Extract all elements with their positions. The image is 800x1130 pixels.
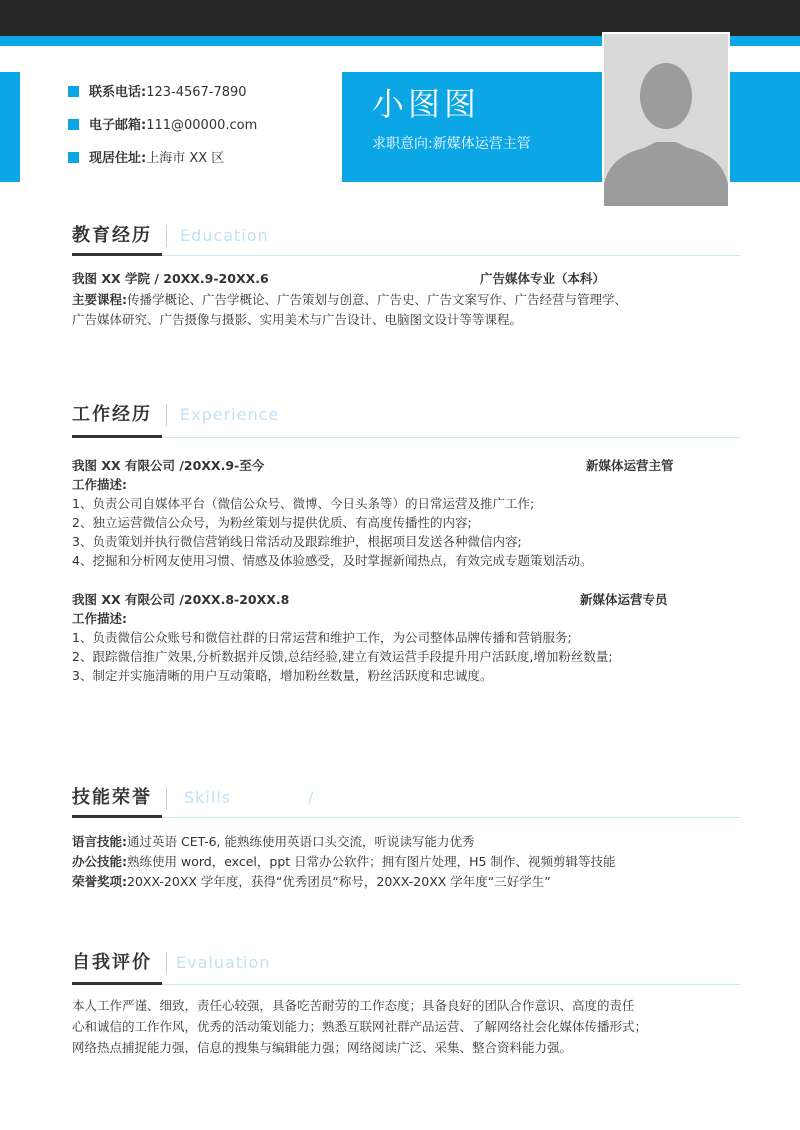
job-desc-item: 2、跟踪微信推广效果,分析数据并反馈,总结经验,建立有效运营手段提升用户活跃度,增加粉丝数量; <box>72 649 613 664</box>
courses-label: 主要课程: <box>72 292 127 307</box>
job-position: 新媒体运营专员 <box>580 592 668 607</box>
section-title-evaluation: 自我评价 <box>72 952 152 973</box>
section-rule <box>72 984 740 985</box>
avatar <box>602 32 730 208</box>
job-desc-item: 4、挖掘和分析网友使用习惯、情感及体验感受，及时掌握新闻热点，有效完成专题策划活动。 <box>72 553 593 568</box>
evaluation-line: 心和诚信的工作作风，优秀的活动策划能力；熟悉互联网社群产品运营、了解网络社会化媒体传播形式； <box>72 1019 648 1034</box>
education-major: 广告媒体专业（本科） <box>480 271 606 286</box>
top-dark-bar <box>0 0 800 36</box>
job-desc-item: 1、负责公司自媒体平台（微信公众号、微博、今日头条等）的日常运营及推广工作; <box>72 496 535 511</box>
education-courses <box>72 290 627 310</box>
job-company: 我图 XX 有限公司 /20XX.9-至今 <box>72 458 265 473</box>
section-separator <box>166 952 167 974</box>
left-accent-bar <box>0 72 20 182</box>
skill-value: 通过英语 CET-6, 能熟练使用英语口头交流，听说读写能力优秀 <box>127 834 475 849</box>
education-school: 我图 XX 学院 / 20XX.9-20XX.6 <box>72 271 269 286</box>
section-en-education: Education <box>180 226 269 245</box>
section-separator <box>166 225 167 247</box>
evaluation-line: 网络热点捕捉能力强，信息的搜集与编辑能力强；网络阅读广泛、采集、整合资料能力强。 <box>72 1040 573 1055</box>
skill-label: 语言技能: <box>72 834 127 849</box>
contact-label: 联系电话: <box>89 85 147 100</box>
name-banner <box>342 72 800 182</box>
contact-label: 现居住址: <box>89 151 147 166</box>
section-separator <box>166 404 167 426</box>
section-rule <box>72 255 740 256</box>
person-silhouette-icon <box>604 34 728 206</box>
section-separator <box>166 787 167 809</box>
contact-phone <box>68 84 247 102</box>
job-desc-item: 1、负责微信公众账号和微信社群的日常运营和维护工作，为公司整体品牌传播和营销服务; <box>72 630 572 645</box>
job-desc-item: 3、负责策划并执行微信营销线日常活动及跟踪维护，根据项目发送各种微信内容; <box>72 534 522 549</box>
job-desc-item: 3、制定并实施清晰的用户互动策略，增加粉丝数量，粉丝活跃度和忠诚度。 <box>72 668 493 683</box>
contact-value: 123-4567-7890 <box>146 85 247 100</box>
job-desc-label: 工作描述: <box>72 477 127 492</box>
section-underline <box>72 435 162 438</box>
skill-label: 办公技能: <box>72 854 127 869</box>
section-en-evaluation: Evaluation <box>176 953 271 972</box>
evaluation-line: 本人工作严谨、细致，责任心较强，具备吃苦耐劳的工作态度；具备良好的团队合作意识、高度的责任 <box>72 998 635 1013</box>
job-company: 我图 XX 有限公司 /20XX.8-20XX.8 <box>72 592 290 607</box>
section-underline <box>72 982 162 985</box>
section-rule <box>72 817 740 818</box>
section-underline <box>72 253 162 256</box>
contact-address <box>68 150 224 168</box>
contact-email <box>68 117 257 135</box>
contact-label: 电子邮箱: <box>89 118 147 133</box>
skill-label: 荣誉奖项: <box>72 874 127 889</box>
skill-value: 20XX-20XX 学年度，获得“优秀团员“称号，20XX-20XX 学年度“三好学生” <box>127 874 551 889</box>
candidate-name: 小图图 <box>372 85 481 123</box>
skill-row <box>72 852 615 872</box>
job-desc-item: 2、独立运营微信公众号，为粉丝策划与提供优质、有高度传播性的内容; <box>72 515 472 530</box>
bullet-square-icon <box>68 119 79 130</box>
contact-value: 上海市 XX 区 <box>146 151 225 166</box>
section-title-skills: 技能荣誉 <box>72 787 152 808</box>
bullet-square-icon <box>68 86 79 97</box>
section-title-education: 教育经历 <box>72 225 152 246</box>
job-desc-label: 工作描述: <box>72 611 127 626</box>
section-en-skills: Skills <box>184 788 232 807</box>
section-title-experience: 工作经历 <box>72 404 152 425</box>
skill-value: 熟练使用 word，excel，ppt 日常办公软件；拥有图片处理，H5 制作、视频剪辑等技能 <box>127 854 616 869</box>
courses-line: 传播学概论、广告学概论、广告策划与创意、广告史、广告文案写作、广告经营与管理学、 <box>127 292 628 307</box>
education-courses-cont: 广告媒体研究、广告摄像与摄影、实用美术与广告设计、电脑图文设计等等课程。 <box>72 312 523 327</box>
section-en-slash: / <box>308 788 315 807</box>
skill-row <box>72 872 551 892</box>
bullet-square-icon <box>68 152 79 163</box>
skill-row <box>72 832 475 852</box>
contact-value: 111@00000.com <box>146 118 258 133</box>
section-underline <box>72 815 162 818</box>
job-position: 新媒体运营主管 <box>586 458 674 473</box>
section-en-experience: Experience <box>180 405 280 424</box>
job-intent: 求职意向:新媒体运营主管 <box>372 136 531 152</box>
section-rule <box>72 437 740 438</box>
